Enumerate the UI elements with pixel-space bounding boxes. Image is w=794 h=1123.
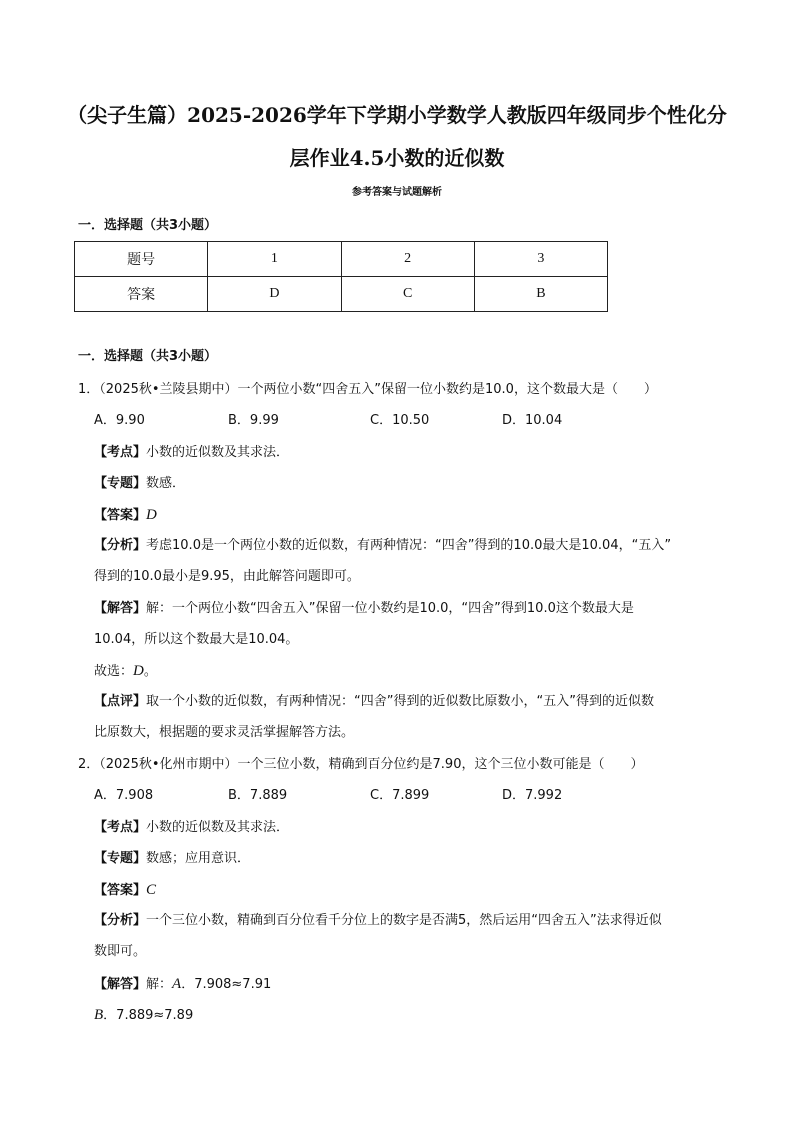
- comment-tag: 【点评】: [94, 694, 147, 709]
- question-1-stem: 1．（2025秋•兰陵县期中）一个两位小数“四舍五入”保留一位小数约是10.0，这个数最大是（ ）: [78, 382, 657, 397]
- question-2-zhuanti: [94, 851, 250, 867]
- question-2-option-b: B．7.889: [228, 788, 288, 803]
- kaodian-text: 小数的近似数及其求法．: [146, 820, 290, 835]
- section-heading-choice: 一．选择题（共3小题）: [78, 218, 218, 233]
- question-2-stem: 2．（2025秋•化州市期中）一个三位小数，精确到百分位约是7.90，这个三位小数可能是（ ）: [78, 757, 644, 772]
- question-1-comment-line2: 比原数大，根据题的要求灵活掌握解答方法。: [94, 725, 355, 740]
- question-1-option-b: B．9.99: [228, 413, 279, 428]
- answer-table-row-header: 题号: [75, 242, 208, 277]
- answer-table-answer-row: [75, 277, 608, 312]
- question-2-analysis-line1: [94, 913, 662, 929]
- question-2-kaodian: [94, 820, 289, 836]
- solution-prefix: 解：: [146, 977, 173, 992]
- zhuanti-tag: 【专题】: [94, 851, 147, 866]
- answer-table-number-row: [75, 242, 608, 277]
- question-1-option-a: A．9.90: [94, 413, 145, 428]
- choice-label: 故选：: [94, 664, 134, 679]
- question-2-solution-line2: [94, 1007, 193, 1024]
- question-2-analysis-line2: 数即可。: [94, 944, 147, 959]
- answer-tag: 【答案】: [94, 883, 147, 898]
- answer-table-number: 3: [474, 242, 607, 277]
- solution-a-label: A: [172, 976, 182, 992]
- kaodian-text: 小数的近似数及其求法．: [146, 445, 290, 460]
- zhuanti-text: 数感；应用意识．: [146, 851, 251, 866]
- question-1-comment-line1: [94, 694, 654, 710]
- question-1-solution-line2: 10.04，所以这个数最大是10.04。: [94, 632, 299, 647]
- solution-text: 解：一个两位小数“四舍五入”保留一位小数约是10.0，“四舍”得到10.0这个数最大是: [146, 601, 634, 616]
- document-subtitle: 参考答案与试题解析: [352, 187, 442, 198]
- question-2-answer: [94, 882, 156, 899]
- section-heading-choice-detail: 一．选择题（共3小题）: [78, 349, 218, 364]
- answer-letter: D: [146, 507, 157, 523]
- choice-end: 。: [143, 664, 157, 679]
- question-2-solution-line1: [94, 976, 271, 993]
- zhuanti-tag: 【专题】: [94, 476, 147, 491]
- question-1-analysis-line1: [94, 538, 671, 554]
- answer-table-answer: B: [474, 277, 607, 312]
- question-2-option-a: A．7.908: [94, 788, 154, 803]
- solution-tag: 【解答】: [94, 601, 147, 616]
- choice-letter: D: [133, 663, 144, 679]
- solution-b-label: B: [94, 1007, 104, 1023]
- solution-b-text: ．7.889≈7.89: [103, 1008, 194, 1023]
- question-1-option-c: C．10.50: [370, 413, 430, 428]
- solution-tag: 【解答】: [94, 977, 147, 992]
- answer-table-number: 1: [208, 242, 341, 277]
- answer-table-answer: C: [341, 277, 474, 312]
- kaodian-tag: 【考点】: [94, 820, 147, 835]
- question-2-option-c: C．7.899: [370, 788, 430, 803]
- analysis-tag: 【分析】: [94, 913, 147, 928]
- answer-table-answer: D: [208, 277, 341, 312]
- solution-a-text: ．7.908≈7.91: [181, 977, 272, 992]
- question-1-analysis-line2: 得到的10.0最小是9.95，由此解答问题即可。: [94, 569, 360, 584]
- question-1-answer: [94, 507, 157, 524]
- question-1-kaodian: [94, 445, 289, 461]
- answer-table: [74, 241, 608, 312]
- question-1-zhuanti: [94, 476, 185, 492]
- answer-letter: C: [146, 882, 157, 898]
- kaodian-tag: 【考点】: [94, 445, 147, 460]
- zhuanti-text: 数感．: [146, 476, 186, 491]
- comment-text: 取一个小数的近似数，有两种情况：“四舍”得到的近似数比原数小，“五入”得到的近似数: [146, 694, 654, 709]
- answer-table-number: 2: [341, 242, 474, 277]
- question-1-solution-line1: [94, 601, 634, 617]
- question-1-option-d: D．10.04: [502, 413, 563, 428]
- document-title-line2: 层作业4.5小数的近似数: [289, 146, 505, 170]
- analysis-text: 考虑10.0是一个两位小数的近似数，有两种情况：“四舍”得到的10.0最大是10.04，“五入”: [146, 538, 672, 553]
- document-title-line1: （尖子生篇）2025-2026学年下学期小学数学人教版四年级同步个性化分: [67, 103, 727, 127]
- question-2-option-d: D．7.992: [502, 788, 563, 803]
- question-1-choice: [94, 663, 157, 680]
- analysis-text: 一个三位小数，精确到百分位看千分位上的数字是否满5，然后运用“四舍五入”法求得近似: [146, 913, 662, 928]
- answer-tag: 【答案】: [94, 508, 147, 523]
- answer-table-answer-header: 答案: [75, 277, 208, 312]
- analysis-tag: 【分析】: [94, 538, 147, 553]
